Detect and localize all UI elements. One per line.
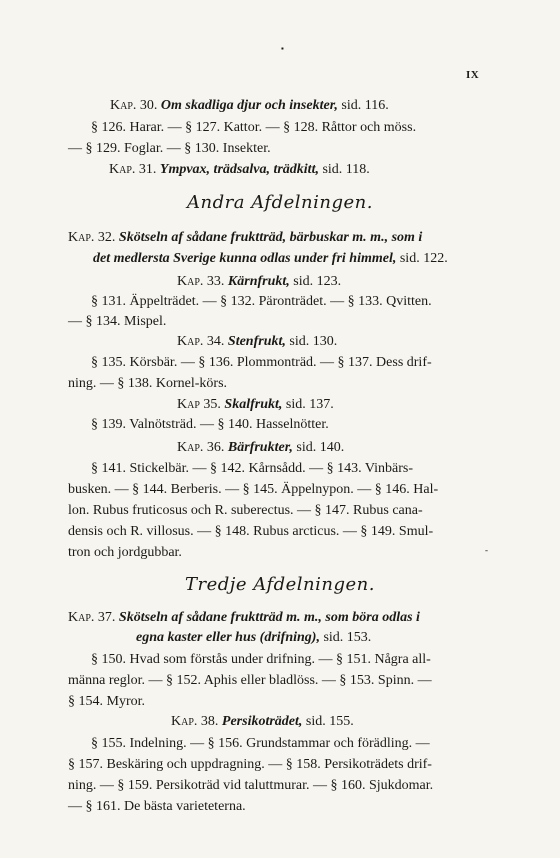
section-list: § 135. Körsbär. — § 136. Plommonträd. — § 137. Dess drif-	[91, 355, 432, 370]
section-list: ning. — § 159. Persikoträd vid taluttmurar. — § 160. Sjukdomar.	[68, 778, 434, 793]
section-list: lon. Rubus fruticosus och R. suberectus. — § 147. Rubus cana-	[68, 503, 423, 518]
chapter-31: Kap. 31. Ympvax, trädsalva, trädkitt, sid. 118.	[109, 162, 370, 177]
section-heading-tredje: Tredje Afdelningen.	[185, 574, 375, 595]
section-list: § 139. Valnötsträd. — § 140. Hasselnötter.	[91, 417, 329, 432]
chapter-38: Kap. 38. Persikoträdet, sid. 155.	[171, 714, 354, 729]
section-list: § 157. Beskäring och uppdragning. — § 158. Persikoträdets drif-	[68, 757, 432, 772]
section-list: § 154. Myror.	[68, 694, 145, 709]
section-list: — § 129. Foglar. — § 130. Insekter.	[68, 141, 271, 156]
section-list: ning. — § 138. Kornel-körs.	[68, 376, 228, 391]
section-list: — § 134. Mispel.	[68, 314, 167, 329]
section-list: busken. — § 144. Berberis. — § 145. Äppelnypon. — § 146. Hal-	[68, 482, 439, 497]
section-list: — § 161. De bästa varieteterna.	[68, 799, 246, 814]
chapter-33: Kap. 33. Kärnfrukt, sid. 123.	[177, 274, 342, 289]
section-list: densis och R. villosus. — § 148. Rubus arcticus. — § 149. Smul-	[68, 524, 434, 539]
page-number: IX	[466, 69, 480, 81]
section-list: § 150. Hvad som förstås under drifning. — § 151. Några all-	[91, 652, 431, 667]
section-list: tron och jordgubbar.	[68, 545, 182, 560]
chapter-36: Kap. 36. Bärfrukter, sid. 140.	[177, 440, 345, 455]
top-mark: ▪	[281, 44, 284, 53]
chapter-30: Kap. 30. Om skadliga djur och insekter, sid. 116.	[110, 98, 389, 113]
chapter-37: Kap. 37. Skötseln af sådane fruktträd m. m., som böra odlas i	[68, 610, 420, 625]
chapter-32-cont: det medlersta Sverige kunna odlas under fri himmel, sid. 122.	[93, 251, 448, 266]
chapter-32: Kap. 32. Skötseln af sådane fruktträd, bärbuskar m. m., som i	[68, 230, 423, 245]
margin-mark: -	[485, 545, 488, 555]
chapter-35: Kap 35. Skalfrukt, sid. 137.	[177, 397, 334, 412]
chapter-34: Kap. 34. Stenfrukt, sid. 130.	[177, 334, 338, 349]
section-list: § 155. Indelning. — § 156. Grundstammar och förädling. —	[91, 736, 430, 751]
section-list: § 131. Äppelträdet. — § 132. Päronträdet. — § 133. Qvitten.	[91, 294, 432, 309]
section-list: § 141. Stickelbär. — § 142. Kårnsådd. — § 143. Vinbärs-	[91, 461, 414, 476]
section-list: männa reglor. — § 152. Aphis eller bladlöss. — § 153. Spinn. —	[68, 673, 432, 688]
section-list: § 126. Harar. — § 127. Kattor. — § 128. Råttor och möss.	[91, 120, 417, 135]
section-heading-andra: Andra Afdelningen.	[187, 192, 373, 213]
chapter-37-cont: egna kaster eller hus (drifning), sid. 153.	[136, 630, 372, 645]
